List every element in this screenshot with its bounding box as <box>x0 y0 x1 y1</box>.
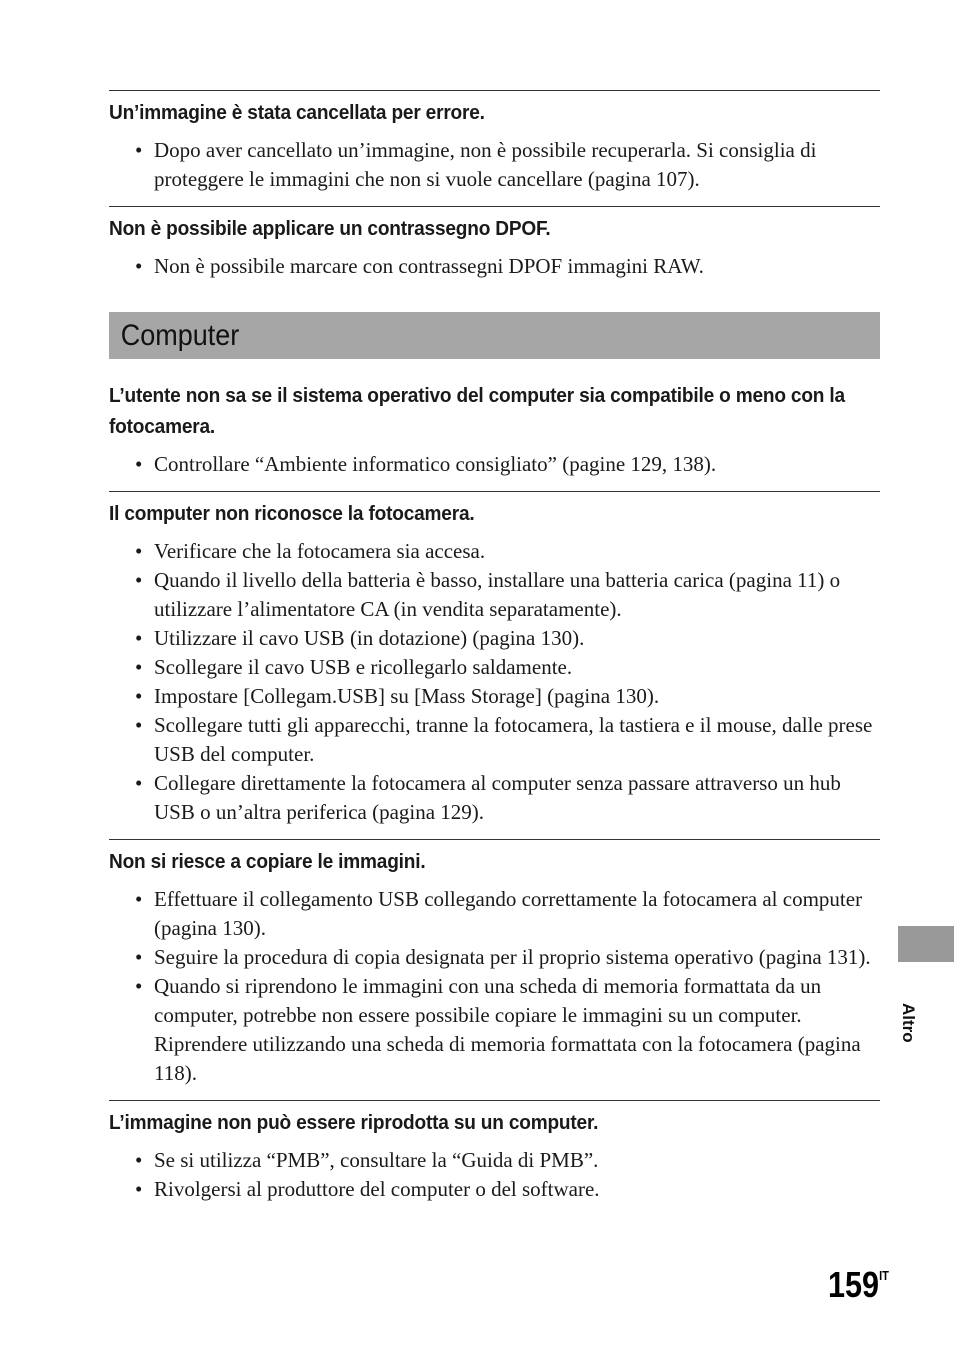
section-title: Non si riesce a copiare le immagini. <box>109 850 426 873</box>
chapter-label: Altro <box>899 1003 918 1043</box>
category-title: Computer <box>120 318 240 352</box>
troubleshoot-section <box>109 380 880 479</box>
bullet-list <box>109 537 880 827</box>
bullet-item: • Non è possibile marcare con contrassegni DPOF immagini RAW. <box>109 252 880 281</box>
bullet-item: • Scollegare tutti gli apparecchi, tranne la fotocamera, la tastiera e il mouse, dalle prese USB del computer. <box>109 711 880 769</box>
troubleshoot-section <box>109 1100 880 1204</box>
bullet-list <box>109 885 880 1088</box>
category-band <box>109 312 880 359</box>
bullet-item: • Impostare [Collegam.USB] su [Mass Storage] (pagina 130). <box>109 682 880 711</box>
bullet-item: • Rivolgersi al produttore del computer o del software. <box>109 1175 880 1204</box>
bullet-item: • Se si utilizza “PMB”, consultare la “Guida di PMB”. <box>109 1146 880 1175</box>
section-title: L’immagine non può essere riprodotta su un computer. <box>109 1111 599 1134</box>
page-number-value: 159 <box>828 1264 880 1305</box>
page-number <box>828 1264 889 1306</box>
bullet-item: • Quando si riprendono le immagini con una scheda di memoria formattata da un computer, potrebbe non essere possibile copiare le immagini su un computer. Riprendere utilizzando una scheda di memoria formattata con la fotocamera (pagina 118). <box>109 972 880 1088</box>
troubleshoot-section <box>109 90 880 194</box>
bullet-item: • Effettuare il collegamento USB collegando correttamente la fotocamera al computer (pagina 130). <box>109 885 880 943</box>
bullet-list <box>109 450 880 479</box>
bullet-item: • Utilizzare il cavo USB (in dotazione) (pagina 130). <box>109 624 880 653</box>
bullet-item: • Verificare che la fotocamera sia accesa. <box>109 537 880 566</box>
bullet-item: • Collegare direttamente la fotocamera al computer senza passare attraverso un hub USB o un’altra periferica (pagina 129). <box>109 769 880 827</box>
bullet-list <box>109 1146 880 1204</box>
section-title: Il computer non riconosce la fotocamera. <box>109 502 475 525</box>
manual-page <box>109 90 880 1216</box>
troubleshoot-section <box>109 491 880 827</box>
section-title: Non è possibile applicare un contrassegno DPOF. <box>109 217 551 240</box>
bullet-list <box>109 252 880 281</box>
bullet-item: • Quando il livello della batteria è basso, installare una batteria carica (pagina 11) o utilizzare l’alimentatore CA (in vendita separatamente). <box>109 566 880 624</box>
bullet-list <box>109 136 880 194</box>
bullet-item: • Dopo aver cancellato un’immagine, non è possibile recuperarla. Si consiglia di proteggere le immagini che non si vuole cancellare (pagina 107). <box>109 136 880 194</box>
bullet-item: • Seguire la procedura di copia designata per il proprio sistema operativo (pagina 131). <box>109 943 880 972</box>
page-language-suffix: IT <box>879 1268 889 1283</box>
section-title: L’utente non sa se il sistema operativo del computer sia compatibile o meno con la fotocamera. <box>109 384 845 438</box>
troubleshoot-section <box>109 206 880 281</box>
section-title: Un’immagine è stata cancellata per errore. <box>109 101 485 124</box>
chapter-tab-marker <box>898 926 954 962</box>
troubleshoot-section <box>109 839 880 1088</box>
bullet-item: • Scollegare il cavo USB e ricollegarlo saldamente. <box>109 653 880 682</box>
bullet-item: • Controllare “Ambiente informatico consigliato” (pagine 129, 138). <box>109 450 880 479</box>
